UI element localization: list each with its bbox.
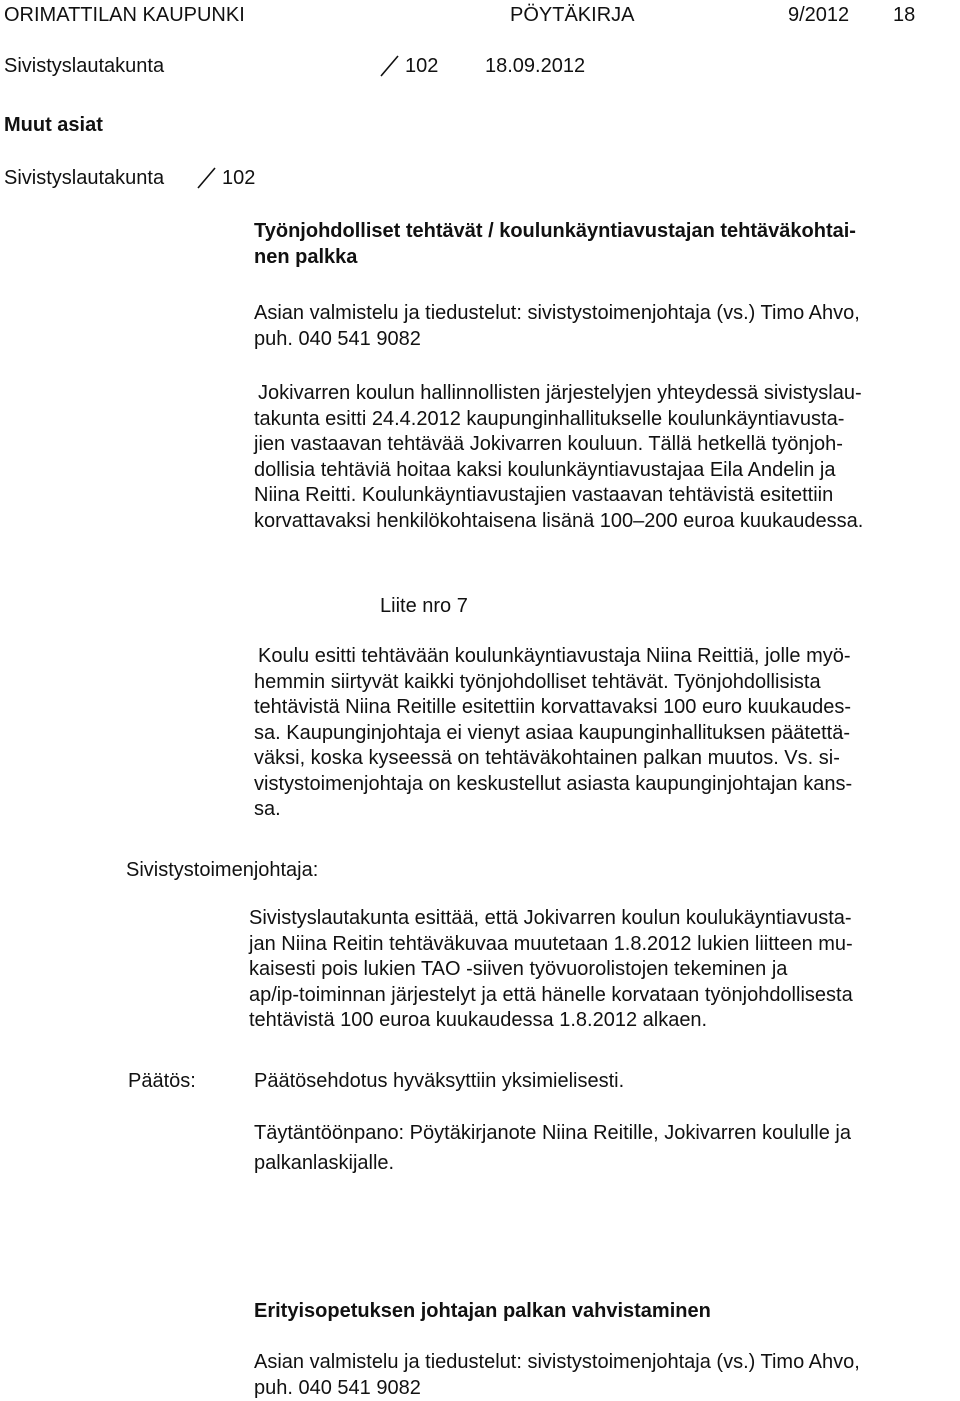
header-doctype: PÖYTÄKIRJA: [510, 4, 635, 26]
body-line: hemmin siirtyvät kaikki työnjohdolliset tehtävät. Työnjohdollisista: [254, 670, 821, 693]
item1-school-paragraph: [254, 644, 852, 823]
preparer-line: Asian valmistelu ja tiedustelut: sivistystoimenjohtaja (vs.) Timo Ahvo,: [254, 1351, 860, 1373]
header-org: ORIMATTILAN KAUPUNKI: [4, 4, 245, 26]
proposal-line: tehtävistä 100 euroa kuukaudessa 1.8.2012 alkaen.: [249, 1009, 708, 1031]
section-sign-icon: [195, 166, 217, 190]
body-line: dollisia tehtäviä hoitaa kaksi koulunkäyntiavustajaa Eila Andelin ja: [254, 458, 836, 481]
body-line: sa.: [254, 798, 281, 820]
proposal-line: jan Niina Reitin tehtäväkuvaa muutetaan 1.8.2012 lukien liitteen mu-: [249, 932, 853, 955]
body-line: tehtävistä Niina Reitille esitettiin korvattavaksi 100 euro kuukaudes-: [254, 696, 851, 718]
section-ref-committee: Sivistyslautakunta: [4, 167, 165, 189]
execution-line: Täytäntöönpano: Pöytäkirjanote Niina Reitille, Jokivarren koululle ja: [254, 1122, 851, 1144]
proposal-line: kaisesti pois lukien TAO -siiven työvuorolistojen tekeminen ja: [249, 958, 788, 980]
proposal-text: [249, 906, 853, 1034]
item2-title: Erityisopetuksen johtajan palkan vahvistaminen: [254, 1300, 711, 1322]
decision-text: Päätösehdotus hyväksyttiin yksimielisesti.: [254, 1070, 625, 1092]
item1-title: [254, 219, 856, 270]
execution-text: [254, 1118, 851, 1178]
header-committee: Sivistyslautakunta: [4, 55, 165, 77]
header-page-number: 18: [893, 4, 916, 26]
attachment-reference: Liite nro 7: [380, 595, 468, 617]
body-line: vistystoimenjohtaja on keskustellut asiasta kaupunginjohtajan kans-: [254, 772, 853, 795]
item1-background-paragraph: [254, 381, 863, 534]
section-sign-icon: [378, 54, 400, 78]
section-title: Muut asiat: [4, 114, 103, 136]
proposal-label: Sivistystoimenjohtaja:: [126, 859, 319, 881]
decision-label: Päätös:: [128, 1070, 196, 1092]
header-doc-number: 9/2012: [788, 4, 850, 26]
preparer-line: puh. 040 541 9082: [254, 1376, 421, 1399]
section-ref-number: 102: [222, 167, 256, 189]
body-line: sa. Kaupunginjohtaja ei vienyt asiaa kaupunginhallituksen päätettä-: [254, 721, 850, 744]
body-line: korvattavaksi henkilökohtaisena lisänä 100–200 euroa kuukaudessa.: [254, 509, 864, 532]
execution-line: palkanlaskijalle.: [254, 1152, 395, 1174]
body-line: takunta esitti 24.4.2012 kaupunginhallitukselle koulunkäyntiavusta-: [254, 407, 845, 430]
item1-preparer: [254, 301, 860, 352]
body-line: Koulu esitti tehtävään koulunkäyntiavustaja Niina Reittiä, jolle myö-: [258, 645, 851, 667]
proposal-line: Sivistyslautakunta esittää, että Jokivarren koulun koulukäyntiavusta-: [249, 907, 852, 929]
body-line: Niina Reitti. Koulunkäyntiavustajien vastaavan tehtävistä esitettiin: [254, 484, 834, 506]
title-line: Työnjohdolliset tehtävät / koulunkäyntiavustajan tehtäväkohtai-: [254, 220, 856, 242]
preparer-line: Asian valmistelu ja tiedustelut: sivistystoimenjohtaja (vs.) Timo Ahvo,: [254, 302, 860, 324]
proposal-line: ap/ip-toiminnan järjestelyt ja että hänelle korvataan työnjohdollisesta: [249, 983, 853, 1006]
item2-preparer: [254, 1350, 860, 1401]
body-line: jien vastaavan tehtävää Jokivarren kouluun. Tällä hetkellä työnjoh-: [254, 433, 843, 455]
body-line: väksi, koska kyseessä on tehtäväkohtainen palkan muutos. Vs. si-: [254, 747, 840, 769]
body-line: Jokivarren koulun hallinnollisten järjestelyjen yhteydessä sivistyslau-: [258, 382, 862, 404]
header-date: 18.09.2012: [485, 55, 586, 77]
preparer-line: puh. 040 541 9082: [254, 327, 421, 350]
header-section-number: 102: [405, 55, 439, 77]
title-line: nen palkka: [254, 245, 358, 268]
